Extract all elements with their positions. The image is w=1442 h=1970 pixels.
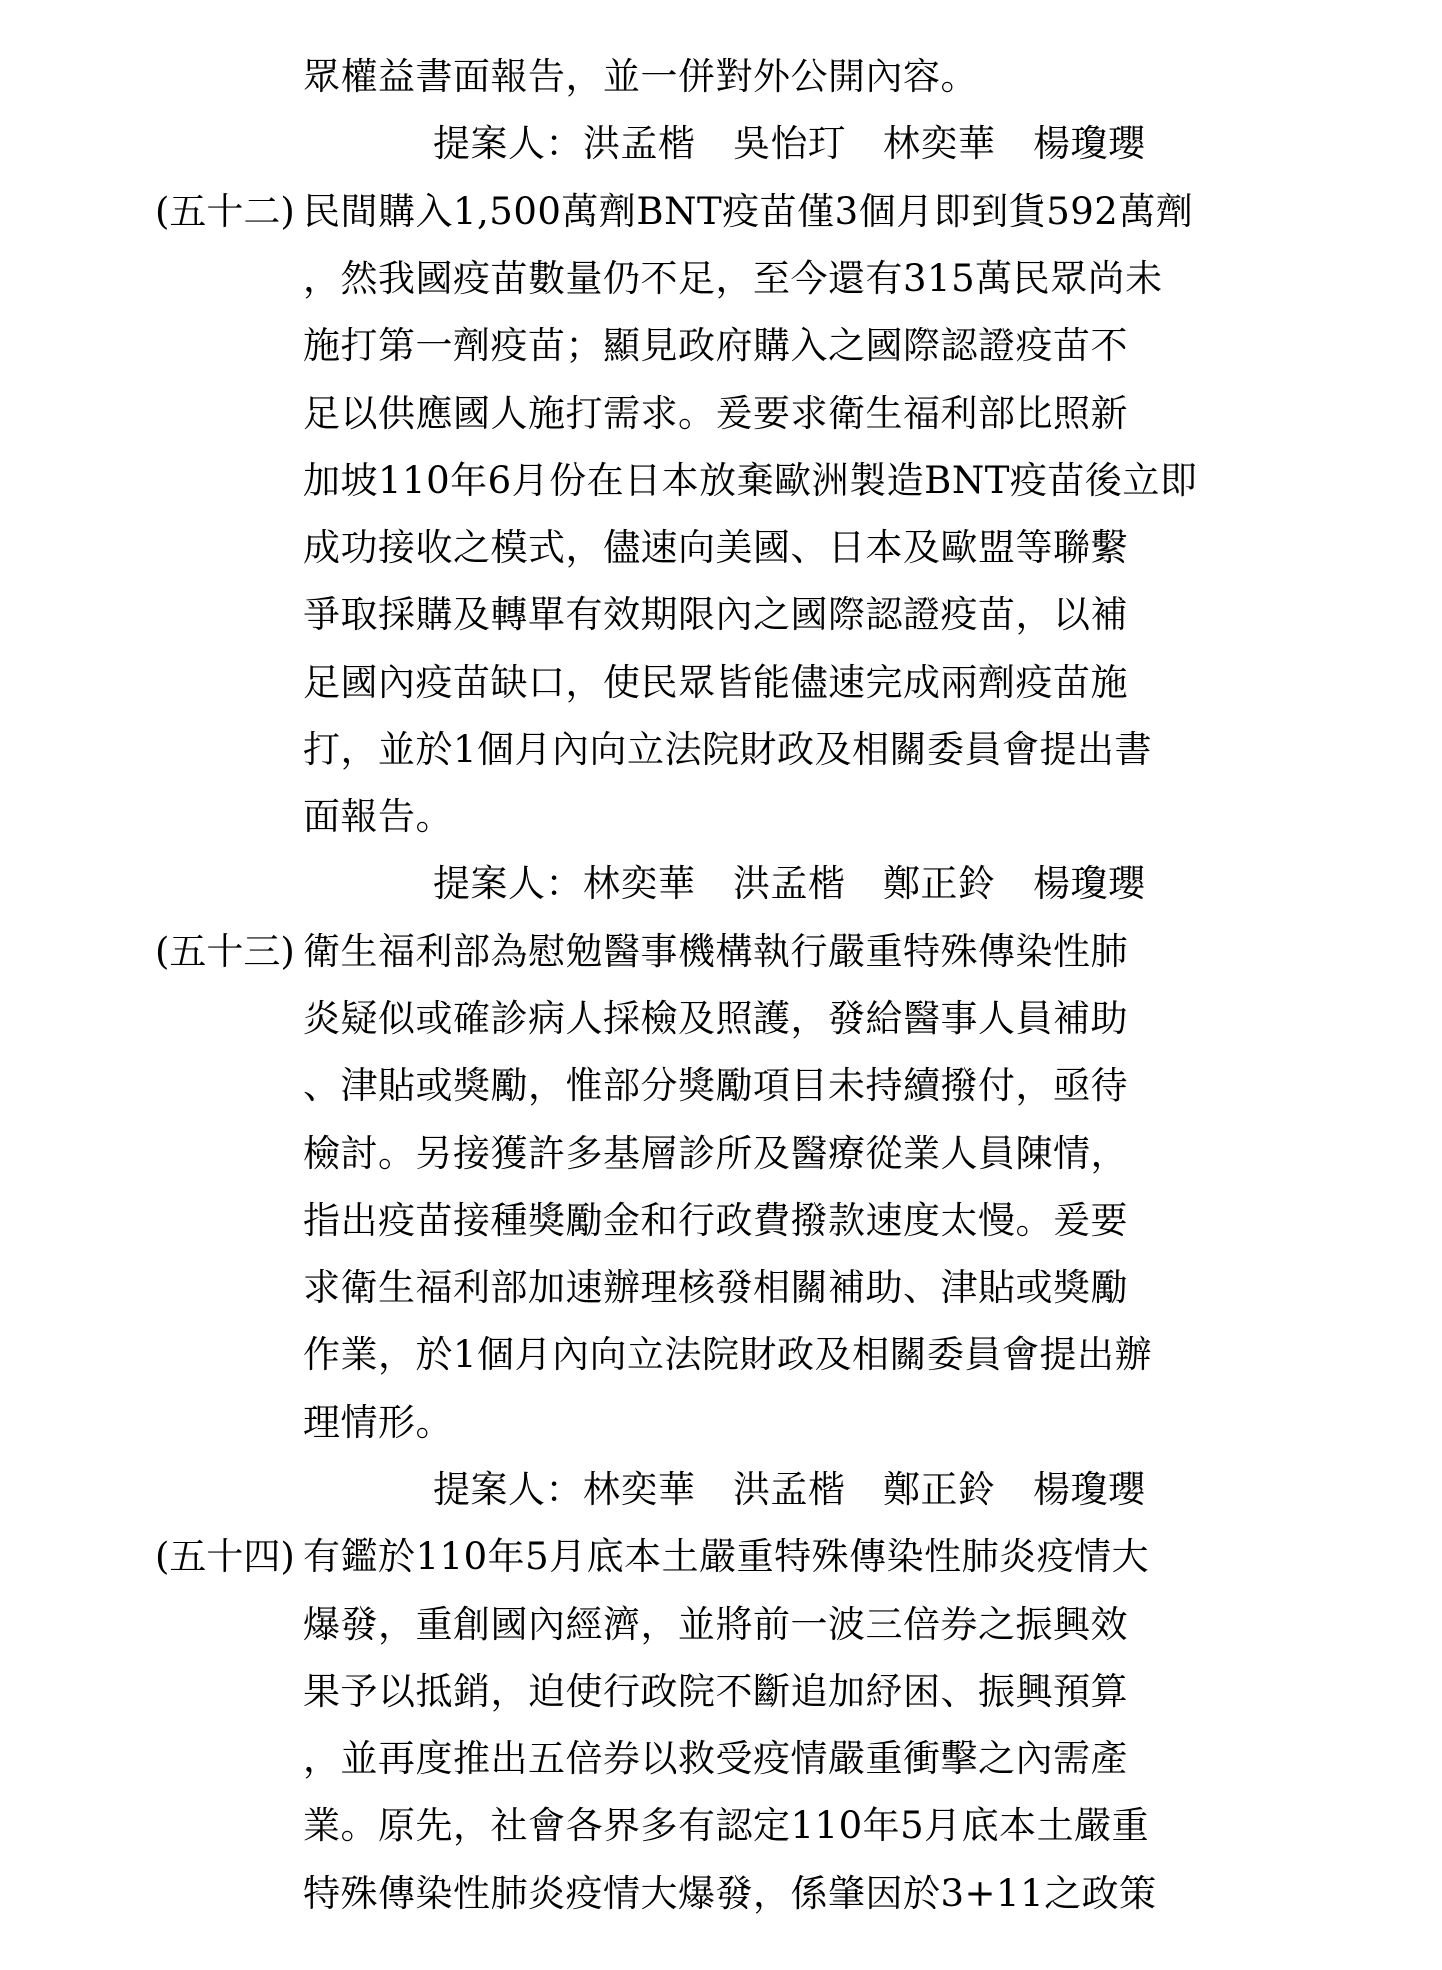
item-52-line: 面報告。 <box>303 795 453 838</box>
item-54-line: 果予以抵銷，迫使行政院不斷追加紓困、振興預算 <box>303 1670 1128 1713</box>
item-54-line: 爆發，重創國內經濟，並將前一波三倍券之振興效 <box>303 1603 1128 1646</box>
item-52-proposers-line: 提案人：林奕華 洪孟楷 鄭正鈴 楊瓊瓔 <box>433 862 1146 905</box>
item-54-line: 業。原先，社會各界多有認定110年5月底本土嚴重 <box>303 1804 1150 1847</box>
item-52-line: 打，並於1個月內向立法院財政及相關委員會提出書 <box>303 728 1153 771</box>
item-53-number: (五十三) <box>155 930 295 973</box>
intro-proposers-line: 提案人：洪孟楷 吳怡玎 林奕華 楊瓊瓔 <box>433 122 1146 165</box>
item-54-number: (五十四) <box>155 1535 295 1578</box>
item-52-line: 足國內疫苗缺口，使民眾皆能儘速完成兩劑疫苗施 <box>303 661 1128 704</box>
item-52-line: 民間購入1,500萬劑BNT疫苗僅3個月即到貨592萬劑 <box>303 190 1194 233</box>
item-52-line: 加坡110年6月份在日本放棄歐洲製造BNT疫苗後立即 <box>303 459 1198 502</box>
item-53-line: 作業，於1個月內向立法院財政及相關委員會提出辦 <box>303 1333 1153 1376</box>
item-53-line: 衛生福利部為慰勉醫事機構執行嚴重特殊傳染性肺 <box>303 930 1128 973</box>
item-53-line: 、津貼或獎勵，惟部分獎勵項目未持續撥付，亟待 <box>303 1064 1128 1107</box>
intro-continuation-line: 眾權益書面報告，並一併對外公開內容。 <box>303 55 978 98</box>
item-52-line: 成功接收之模式，儘速向美國、日本及歐盟等聯繫 <box>303 526 1128 569</box>
item-52-line: 施打第一劑疫苗；顯見政府購入之國際認證疫苗不 <box>303 324 1128 367</box>
item-52-number: (五十二) <box>155 190 295 233</box>
item-54-line: 特殊傳染性肺炎疫情大爆發，係肇因於3+11之政策 <box>303 1872 1157 1915</box>
item-52-line: 爭取採購及轉單有效期限內之國際認證疫苗，以補 <box>303 593 1128 636</box>
item-53-line: 炎疑似或確診病人採檢及照護，發給醫事人員補助 <box>303 997 1128 1040</box>
item-54-line: 有鑑於110年5月底本土嚴重特殊傳染性肺炎疫情大 <box>303 1535 1150 1578</box>
item-53-proposers-line: 提案人：林奕華 洪孟楷 鄭正鈴 楊瓊瓔 <box>433 1468 1146 1511</box>
item-53-line: 檢討。另接獲許多基層診所及醫療從業人員陳情， <box>303 1132 1128 1175</box>
item-53-line: 指出疫苗接種獎勵金和行政費撥款速度太慢。爰要 <box>303 1199 1128 1242</box>
item-52-line: 足以供應國人施打需求。爰要求衛生福利部比照新 <box>303 392 1128 435</box>
item-52-line: ，然我國疫苗數量仍不足，至今還有315萬民眾尚未 <box>303 257 1163 300</box>
item-54-line: ，並再度推出五倍券以救受疫情嚴重衝擊之內需產 <box>303 1737 1128 1780</box>
item-53-line: 理情形。 <box>303 1401 453 1444</box>
item-53-line: 求衛生福利部加速辦理核發相關補助、津貼或獎勵 <box>303 1266 1128 1309</box>
